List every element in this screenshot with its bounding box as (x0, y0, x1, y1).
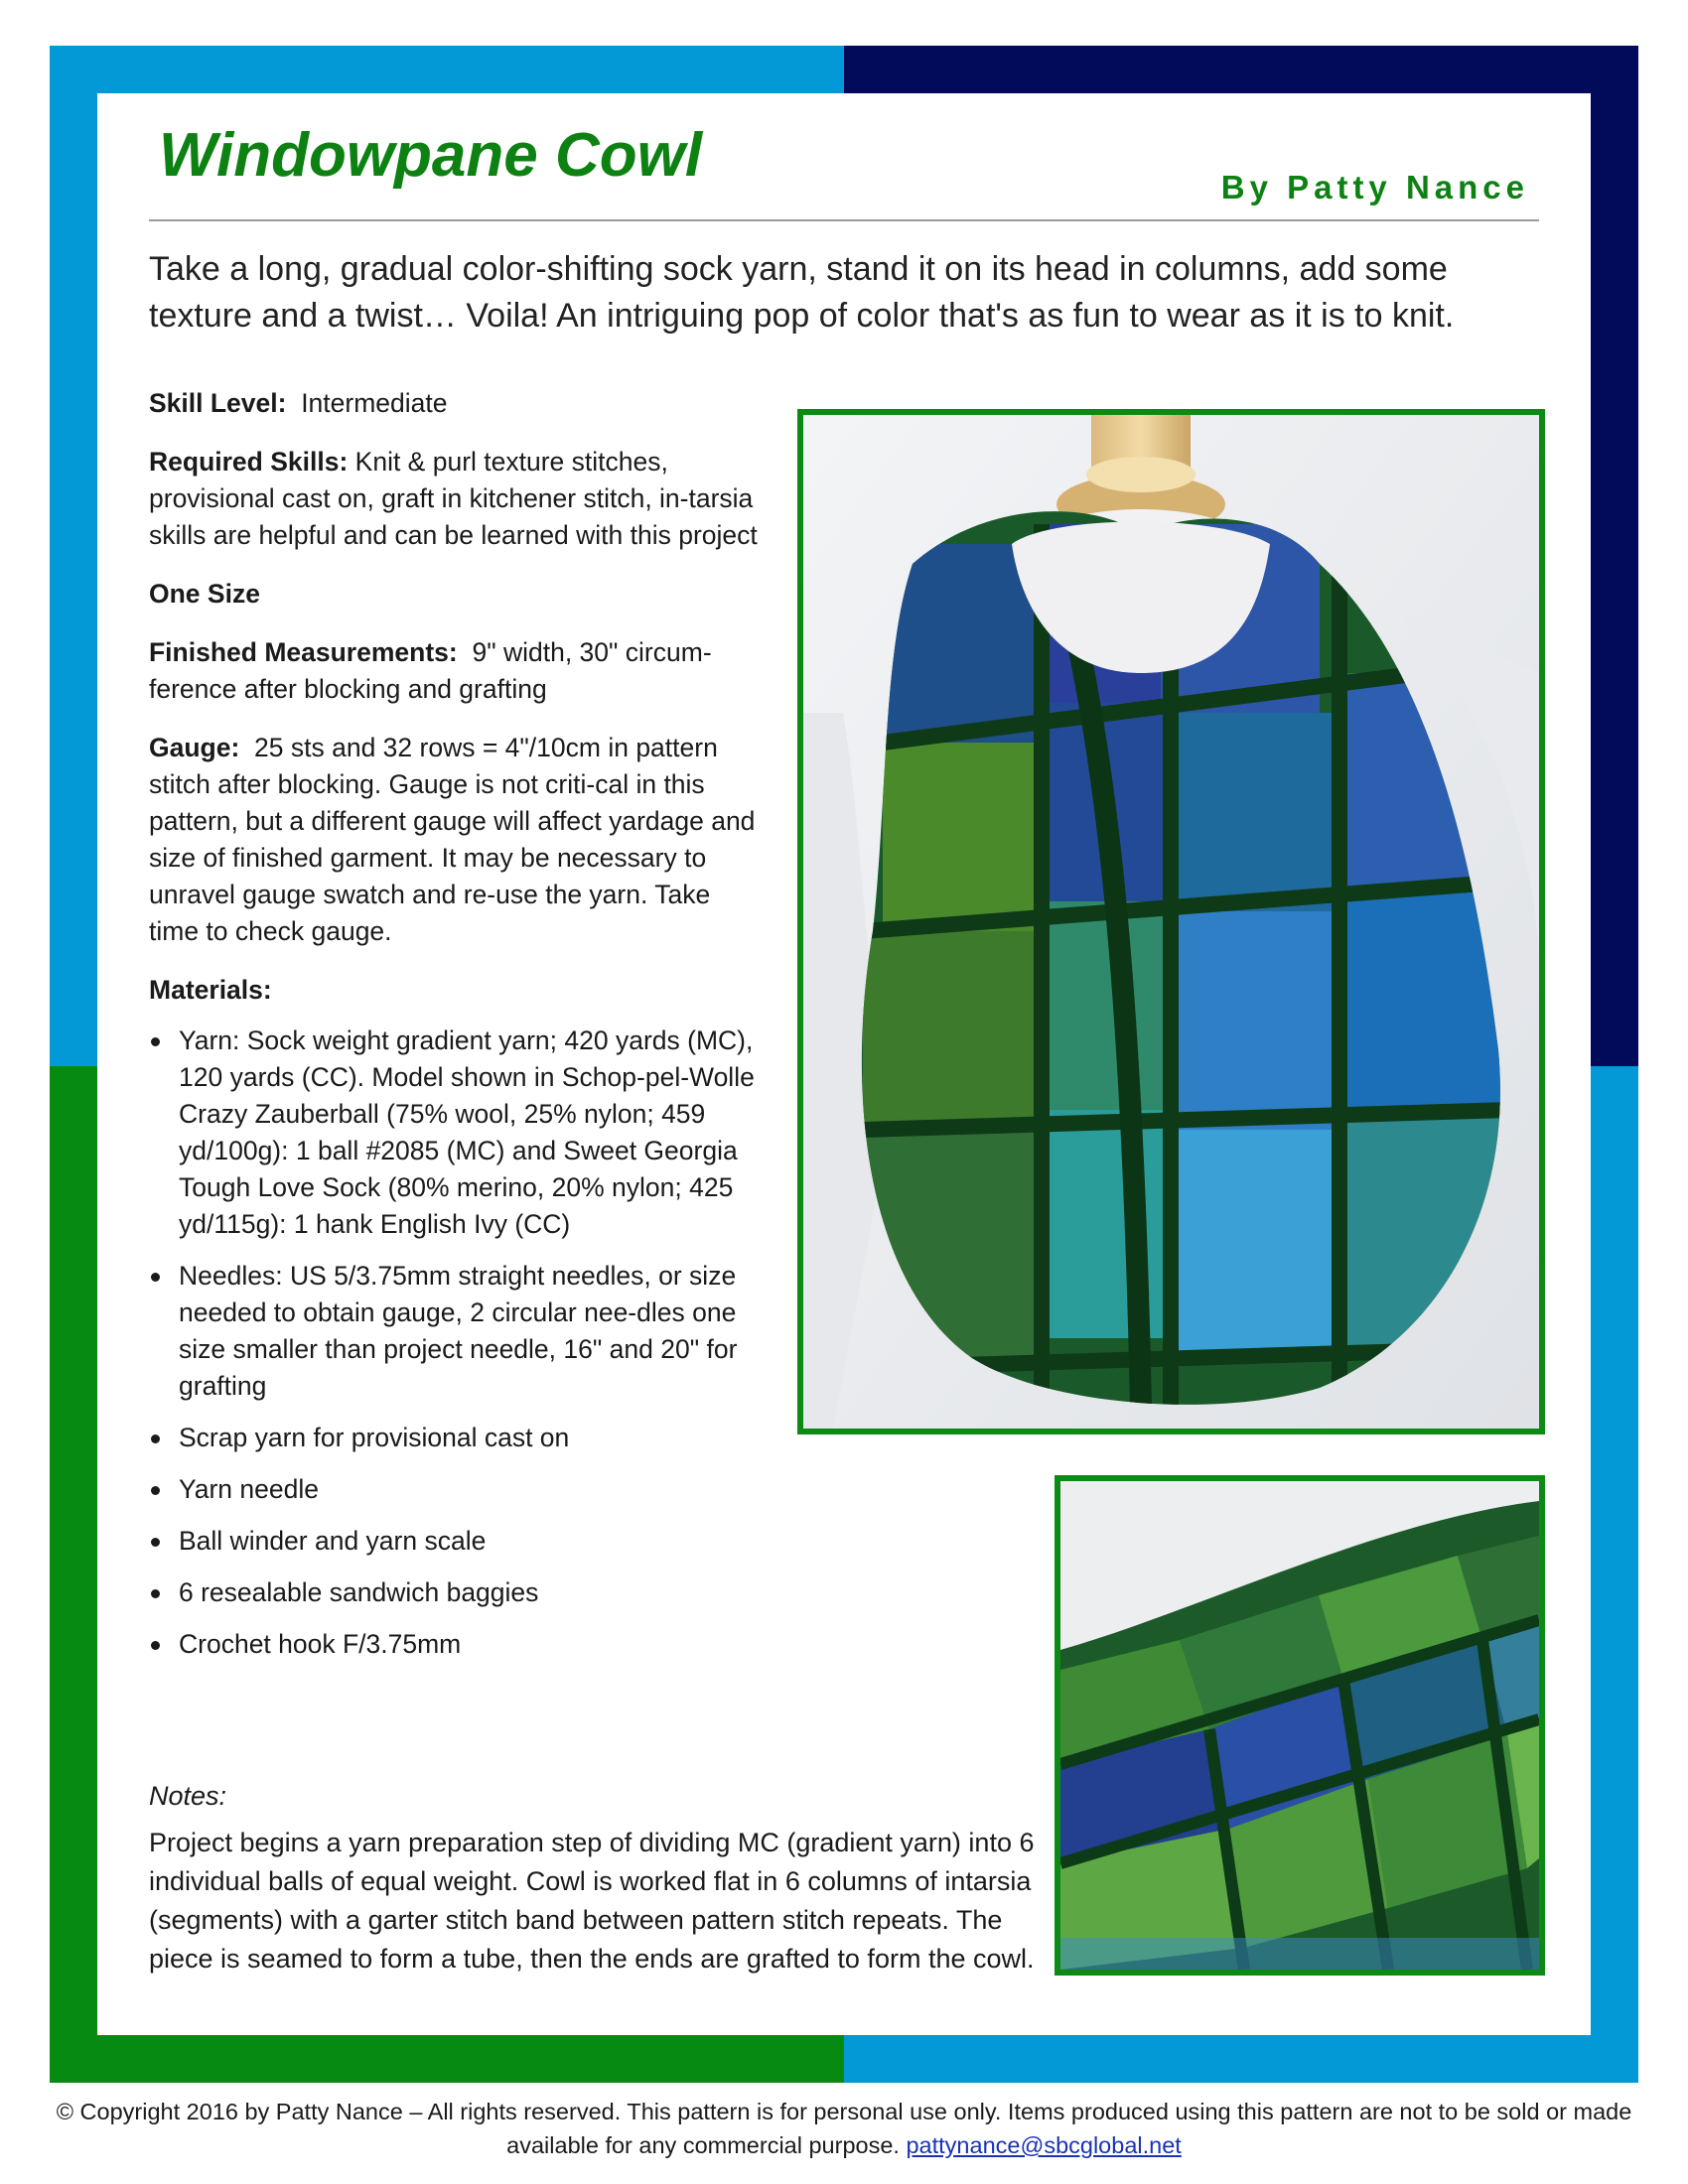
copyright-text: © Copyright 2016 by Patty Nance – All rights reserved. This pattern is for personal use only. Items produced using this pattern are not to be sold or made available for any commercial purpose. (56, 2099, 1632, 2158)
material-text: 6 resealable sandwich baggies (179, 1577, 539, 1607)
gauge-label: Gauge: (149, 733, 240, 762)
material-text: Yarn: Sock weight gradient yarn; 420 yards (MC), 120 yards (CC). Model shown in Schop-pel-Wolle Crazy Zauberball (75% wool, 25% nylon; 459 yd/100g): 1 ball #2085 (MC) and Sweet Georgia Tough Love Sock (80% merino, 20% nylon; 425 yd/115g): 1 hank English Ivy (CC) (179, 1025, 755, 1239)
bullet-icon (151, 1037, 160, 1046)
material-text: Crochet hook F/3.75mm (179, 1629, 462, 1659)
pattern-title: Windowpane Cowl (159, 121, 703, 190)
bullet-icon (151, 1273, 160, 1282)
required-skills (149, 444, 765, 554)
material-text: Needles: US 5/3.75mm straight needles, or size needed to obtain gauge, 2 circular nee-dles one size smaller than project needle, 16" and 20" for grafting (179, 1261, 738, 1401)
list-item (149, 1471, 765, 1508)
bullet-icon (151, 1538, 160, 1547)
finished-measurements-label: Finished Measurements: (149, 637, 458, 667)
header-divider (149, 219, 1539, 221)
materials-list (149, 1023, 765, 1663)
list-item (149, 1574, 765, 1611)
bullet-icon (151, 1486, 160, 1495)
skill-level-label: Skill Level: (149, 388, 287, 418)
material-text: Scrap yarn for provisional cast on (179, 1423, 570, 1452)
materials-heading: Materials: (149, 975, 272, 1005)
material-text: Ball winder and yarn scale (179, 1526, 487, 1556)
required-skills-label: Required Skills: (149, 447, 349, 477)
copyright-footer (40, 2095, 1648, 2162)
author-email-link[interactable]: pattynance@sbcglobal.net (906, 2132, 1182, 2158)
notes-heading: Notes: (149, 1781, 227, 1811)
size (149, 576, 765, 613)
list-item (149, 1023, 765, 1243)
pattern-details-column (149, 385, 765, 1678)
author-byline: By Patty Nance (1220, 169, 1529, 205)
finished-measurements-value: 9" width, 30" circum-ference after blocking and grafting (149, 637, 712, 704)
list-item (149, 1523, 765, 1560)
cowl-mannequin-photo (797, 409, 1545, 1434)
size-label: One Size (149, 579, 260, 609)
skill-level (149, 385, 765, 422)
notes-body: Project begins a yarn preparation step of dividing MC (gradient yarn) into 6 individual balls of equal weight. Cowl is worked flat in 6 columns of intarsia (segments) with a garter stitch band between pattern stitch repeats. The piece is seamed to form a tube, then the ends are grafted to form the cowl. (149, 1828, 1035, 1974)
gauge-value: 25 sts and 32 rows = 4"/10cm in pattern stitch after blocking. Gauge is not criti-cal in this pattern, but a different gauge will affect yardage and size of finished garment. It may be necessary to unravel gauge swatch and re-use the yarn. Take time to check gauge. (149, 733, 756, 946)
list-item (149, 1258, 765, 1405)
intro-paragraph: Take a long, gradual color-shifting sock yarn, stand it on its head in columns, add some texture and a twist… Voila! An intriguing pop of color that's as fun to wear as it is to knit. (149, 250, 1455, 335)
notes-section (149, 1777, 1043, 1979)
bullet-icon (151, 1589, 160, 1598)
required-skills-value: Knit & purl texture stitches, provisional cast on, graft in kitchener stitch, in-tarsia skills are helpful and can be learned with this project (149, 447, 758, 550)
bullet-icon (151, 1434, 160, 1443)
list-item (149, 1626, 765, 1663)
skill-level-value: Intermediate (301, 388, 448, 418)
cowl-closeup-photo (1055, 1475, 1545, 1976)
finished-measurements (149, 634, 765, 708)
bullet-icon (151, 1641, 160, 1650)
gauge (149, 730, 765, 950)
list-item (149, 1420, 765, 1456)
cowl-mannequin-image (803, 415, 1539, 1429)
cowl-closeup-image (1060, 1481, 1539, 1970)
material-text: Yarn needle (179, 1474, 319, 1504)
